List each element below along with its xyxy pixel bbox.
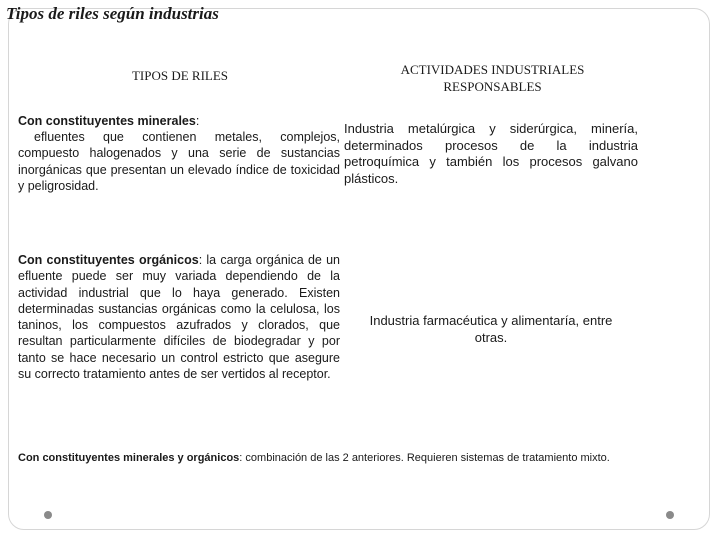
decorative-dot-left bbox=[44, 511, 52, 519]
decorative-dot-right bbox=[666, 511, 674, 519]
slide-title: Tipos de riles según industrias bbox=[6, 4, 219, 23]
row-minerales-label-suffix: : bbox=[195, 114, 200, 128]
header-actividades-industriales: ACTIVIDADES INDUSTRIALES RESPONSABLES bbox=[400, 62, 585, 94]
row-minerales-text: efluentes que contienen metales, complejos, compuesto halogenados y una serie de sustancias inorgánicas que presentan un elevado índice de toxicidad y peligrosidad. bbox=[18, 130, 340, 193]
footer-label-suffix: : bbox=[239, 452, 246, 464]
row-minerales-label: Con constituyentes minerales bbox=[18, 114, 196, 128]
row-organicos-label-suffix: : bbox=[198, 253, 207, 267]
header-tipos-de-riles: TIPOS DE RILES bbox=[131, 68, 229, 83]
row-organicos-text: la carga orgánica de un efluente puede ser muy variada dependiendo de la actividad industrial que lo haya generado. Existen determinadas sustancias orgánicas como la celulosa, los taninos, los compuestos azufrados y clorados, que resultan particularmente difíciles de biodegradar y por tanto se hace necesario un control estricto que asegure su correcto tratamiento antes de ser vertidos al receptor. bbox=[18, 253, 340, 382]
footer-note bbox=[18, 451, 648, 466]
footer-text: combinación de las 2 anteriores. Requieren sistemas de tratamiento mixto. bbox=[245, 452, 610, 464]
row-minerales-description bbox=[18, 113, 340, 194]
row-minerales-activities: Industria metalúrgica y siderúrgica, minería, determinados procesos de la industria petroquímica y también los procesos galvano plásticos. bbox=[344, 121, 638, 186]
row-organicos-label: Con constituyentes orgánicos bbox=[18, 253, 199, 267]
footer-label: Con constituyentes minerales y orgánicos bbox=[18, 452, 240, 464]
row-organicos-description bbox=[18, 252, 340, 382]
row-organicos-activities: Industria farmacéutica y alimentaría, entre otras. bbox=[369, 313, 613, 345]
